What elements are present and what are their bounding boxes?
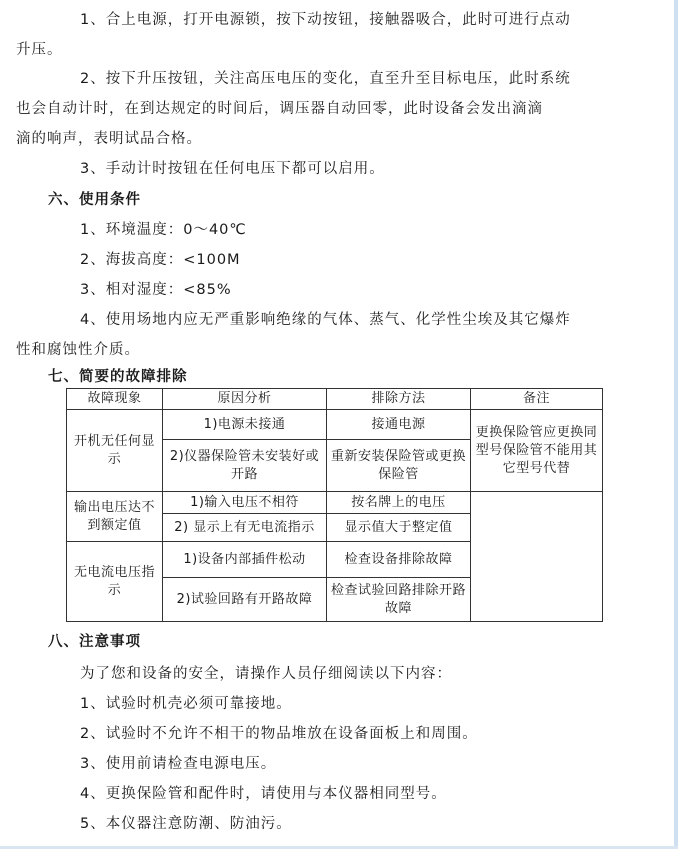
fix-cell: 显示值大于整定值 bbox=[327, 514, 471, 542]
header-symptom: 故障现象 bbox=[67, 389, 163, 410]
cause-cell: 1)输入电压不相符 bbox=[163, 492, 327, 514]
table-row bbox=[67, 492, 603, 514]
operation-step-3: 3、手动计时按钮在任何电压下都可以启用。 bbox=[80, 161, 385, 177]
table-header-row bbox=[67, 389, 603, 410]
section-7-title: 七、简要的故障排除 bbox=[48, 369, 188, 385]
header-note: 备注 bbox=[471, 389, 603, 410]
section-8-title: 八、注意事项 bbox=[48, 634, 141, 650]
condition-altitude: 2、海拔高度：<100M bbox=[80, 252, 241, 268]
condition-environment: 4、使用场地内应无严重影响绝缘的气体、蒸气、化学性尘埃及其它爆炸 性和腐蚀性介质。 bbox=[16, 312, 571, 358]
condition-temperature: 1、环境温度：0～40℃ bbox=[80, 222, 247, 238]
operation-step-2: 2、按下升压按钮，关注高压电压的变化，直至升至目标电压，此时系统 也会自动计时，在到达规定的时间后，调压器自动回零，此时设备会发出滴滴 滴的响声，表明试品合格。 bbox=[16, 71, 571, 147]
notice-intro: 为了您和设备的安全，请操作人员仔细阅读以下内容： bbox=[80, 666, 452, 682]
notice-item: 5、本仪器注意防潮、防油污。 bbox=[80, 816, 292, 832]
symptom-cell: 输出电压达不到额定值 bbox=[67, 492, 163, 542]
condition-humidity: 3、相对湿度：<85% bbox=[80, 282, 232, 298]
cause-cell: 2)仪器保险管未安装好或开路 bbox=[163, 440, 327, 492]
cause-cell: 2) 显示上有无电流指示 bbox=[163, 514, 327, 542]
page-edge-right bbox=[674, 0, 678, 849]
note-cell-empty bbox=[471, 492, 603, 622]
cause-cell: 2)试验回路有开路故障 bbox=[163, 578, 327, 622]
header-cause: 原因分析 bbox=[163, 389, 327, 410]
notice-item: 1、试验时机壳必须可靠接地。 bbox=[80, 696, 292, 712]
section-6-title: 六、使用条件 bbox=[48, 192, 141, 208]
table-row bbox=[67, 410, 603, 440]
fix-cell: 检查试验回路排除开路故障 bbox=[327, 578, 471, 622]
symptom-cell: 无电流电压指示 bbox=[67, 542, 163, 622]
header-fix: 排除方法 bbox=[327, 389, 471, 410]
notice-item: 3、使用前请检查电源电压。 bbox=[80, 756, 277, 772]
fix-cell: 检查设备排除故障 bbox=[327, 542, 471, 578]
fix-cell: 重新安装保险管或更换保险管 bbox=[327, 440, 471, 492]
symptom-cell: 开机无任何显示 bbox=[67, 410, 163, 492]
cause-cell: 1)电源未接通 bbox=[163, 410, 327, 440]
fix-cell: 接通电源 bbox=[327, 410, 471, 440]
note-cell: 更换保险管应更换同型号保险管不能用其它型号代替 bbox=[471, 410, 603, 492]
operation-step-1: 1、合上电源，打开电源锁，按下动按钮，接触器吸合，此时可进行点动 升压。 bbox=[16, 12, 571, 58]
notice-item: 2、试验时不允许不相干的物品堆放在设备面板上和周围。 bbox=[80, 726, 478, 742]
troubleshooting-table bbox=[66, 388, 603, 622]
cause-cell: 1)设备内部插件松动 bbox=[163, 542, 327, 578]
fix-cell: 按名牌上的电压 bbox=[327, 492, 471, 514]
notice-item: 4、更换保险管和配件时，请使用与本仪器相同型号。 bbox=[80, 786, 447, 802]
